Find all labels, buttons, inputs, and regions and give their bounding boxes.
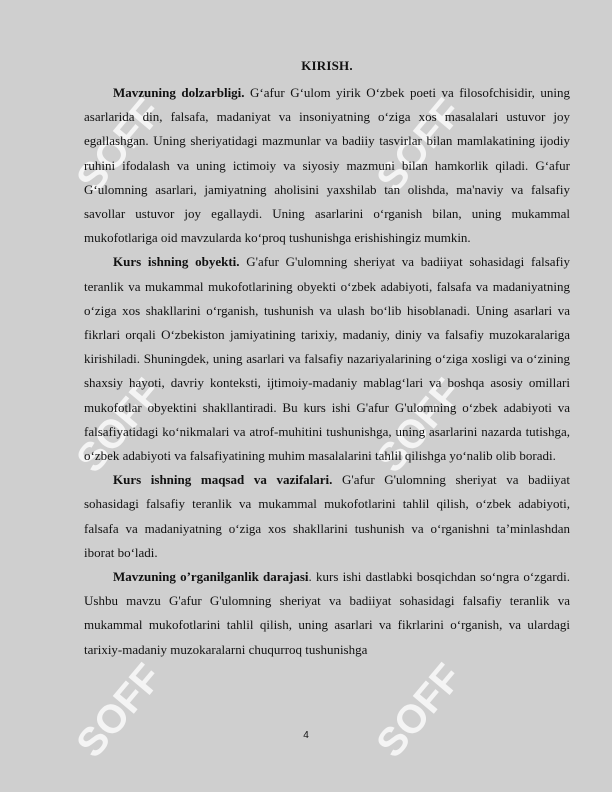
paragraph-text: G'afur G'ulomning sheriyat va badiiyat sohasidagi falsafiy teranlik va mukammal mukofotlarini tahlil qilish, o‘zbek adabiyoti, falsafa va madaniyatning o‘ziga xos shakllarini tushunish va o‘rganishni ta’minlashdan iborat bo‘ladi. — [84, 472, 570, 560]
watermark-text: SOFF — [68, 90, 171, 201]
paragraph-relevance — [84, 81, 570, 250]
paragraph-lead: Kurs ishning maqsad va vazifalari. — [113, 472, 333, 488]
section-heading: KIRISH. — [301, 58, 353, 73]
paragraph-goals — [84, 468, 570, 565]
paragraph-lead: Kurs ishning obyekti. — [113, 254, 240, 270]
watermark-tile-bottom-left — [68, 656, 170, 766]
page-number: 4 — [303, 730, 309, 741]
paragraph-lead: Mavzuning dolzarbligi. — [113, 85, 245, 100]
watermark-text: SOFF — [368, 90, 471, 201]
paragraph-text: . kurs ishi dastlabki bosqichdan so‘ngra o‘zgardi. Ushbu mavzu G'afur G'ulomning sheriyat va badiiyat sohasidagi falsafiy teranlik va mukammal mukofotlarini tahlil qilish, uning asarlari va fikrlarini o‘rganish, va ulardagi tarixiy-madaniy muzokaralarni chuqurroq tushunishga — [84, 569, 570, 657]
document-page — [84, 56, 570, 662]
watermark-text: SOFF — [68, 655, 171, 766]
paragraph-object — [84, 250, 570, 468]
paragraph-text: G‘afur G‘ulom yirik O‘zbek poeti va filosofchisidir, uning asarlarida din, falsafa, madaniyat va insoniyatning o‘ziga xos masalalari ustuvor joy egallashgan. Uning sheriyatidagi mazmunlar va badiiy tasvirlar bilan mamlakatining ijodiy ruhini ifodalash va uning ictimoiy va siyosiy mazmuni bilan hamkorlik qiladi. G‘afur G‘ulomning asarlari, jamiyatning aholisini yaxshilab tan olishda, ma'naviy va falsafiy savollar ustuvor joy egallaydi. Uning asarlarini o‘rganish bilan, uning mukammal mukofotlariga oid mavzularda ko‘proq tushunishga erishishingiz mumkin. — [84, 85, 570, 246]
paragraph-text: G'afur G'ulomning sheriyat va badiiyat sohasidagi falsafiy teranlik va mukammal mukofotlarining obyekti o‘zbek adabiyoti, falsafa va madaniyatning o‘ziga xos shakllarini o‘rganish, tushunish va ulash bo‘lib hisoblanadi. Uning asarlari va fikrlari orqali O‘zbekiston jamiyatining tarixiy, madaniy, diniy va falsafiy muzokaralariga kirishiladi. Shuningdek, uning asarlari va falsafiy nazariyalarining o‘ziga xosligi va o‘zining shaxsiy hayoti, davriy konteksti, ijtimoiy-madaniy mablag‘lari va boshqa asosiy omillari mukofotlar obyektini shakllantiradi. Bu kurs ishi G'afur G'ulomning o‘zbek adabiyoti va falsafiyatidagi ko‘nikmalari va atrof-muhitini tushunishga, uning asarlarini nazarda tutishga, o‘zbek adabiyoti va falsafiyatining muhim masalalarini tahlil qilishga yo‘nalib olib boradi. — [84, 254, 570, 464]
watermark-text: SOFF — [368, 370, 471, 481]
watermark-text: SOFF — [68, 370, 171, 481]
paragraph-study-degree — [84, 565, 570, 662]
watermark-tile-bottom-right — [368, 656, 470, 766]
paragraph-lead: Mavzuning o’rganilganlik darajasi — [113, 569, 309, 585]
watermark-text: SOFF — [368, 655, 471, 766]
